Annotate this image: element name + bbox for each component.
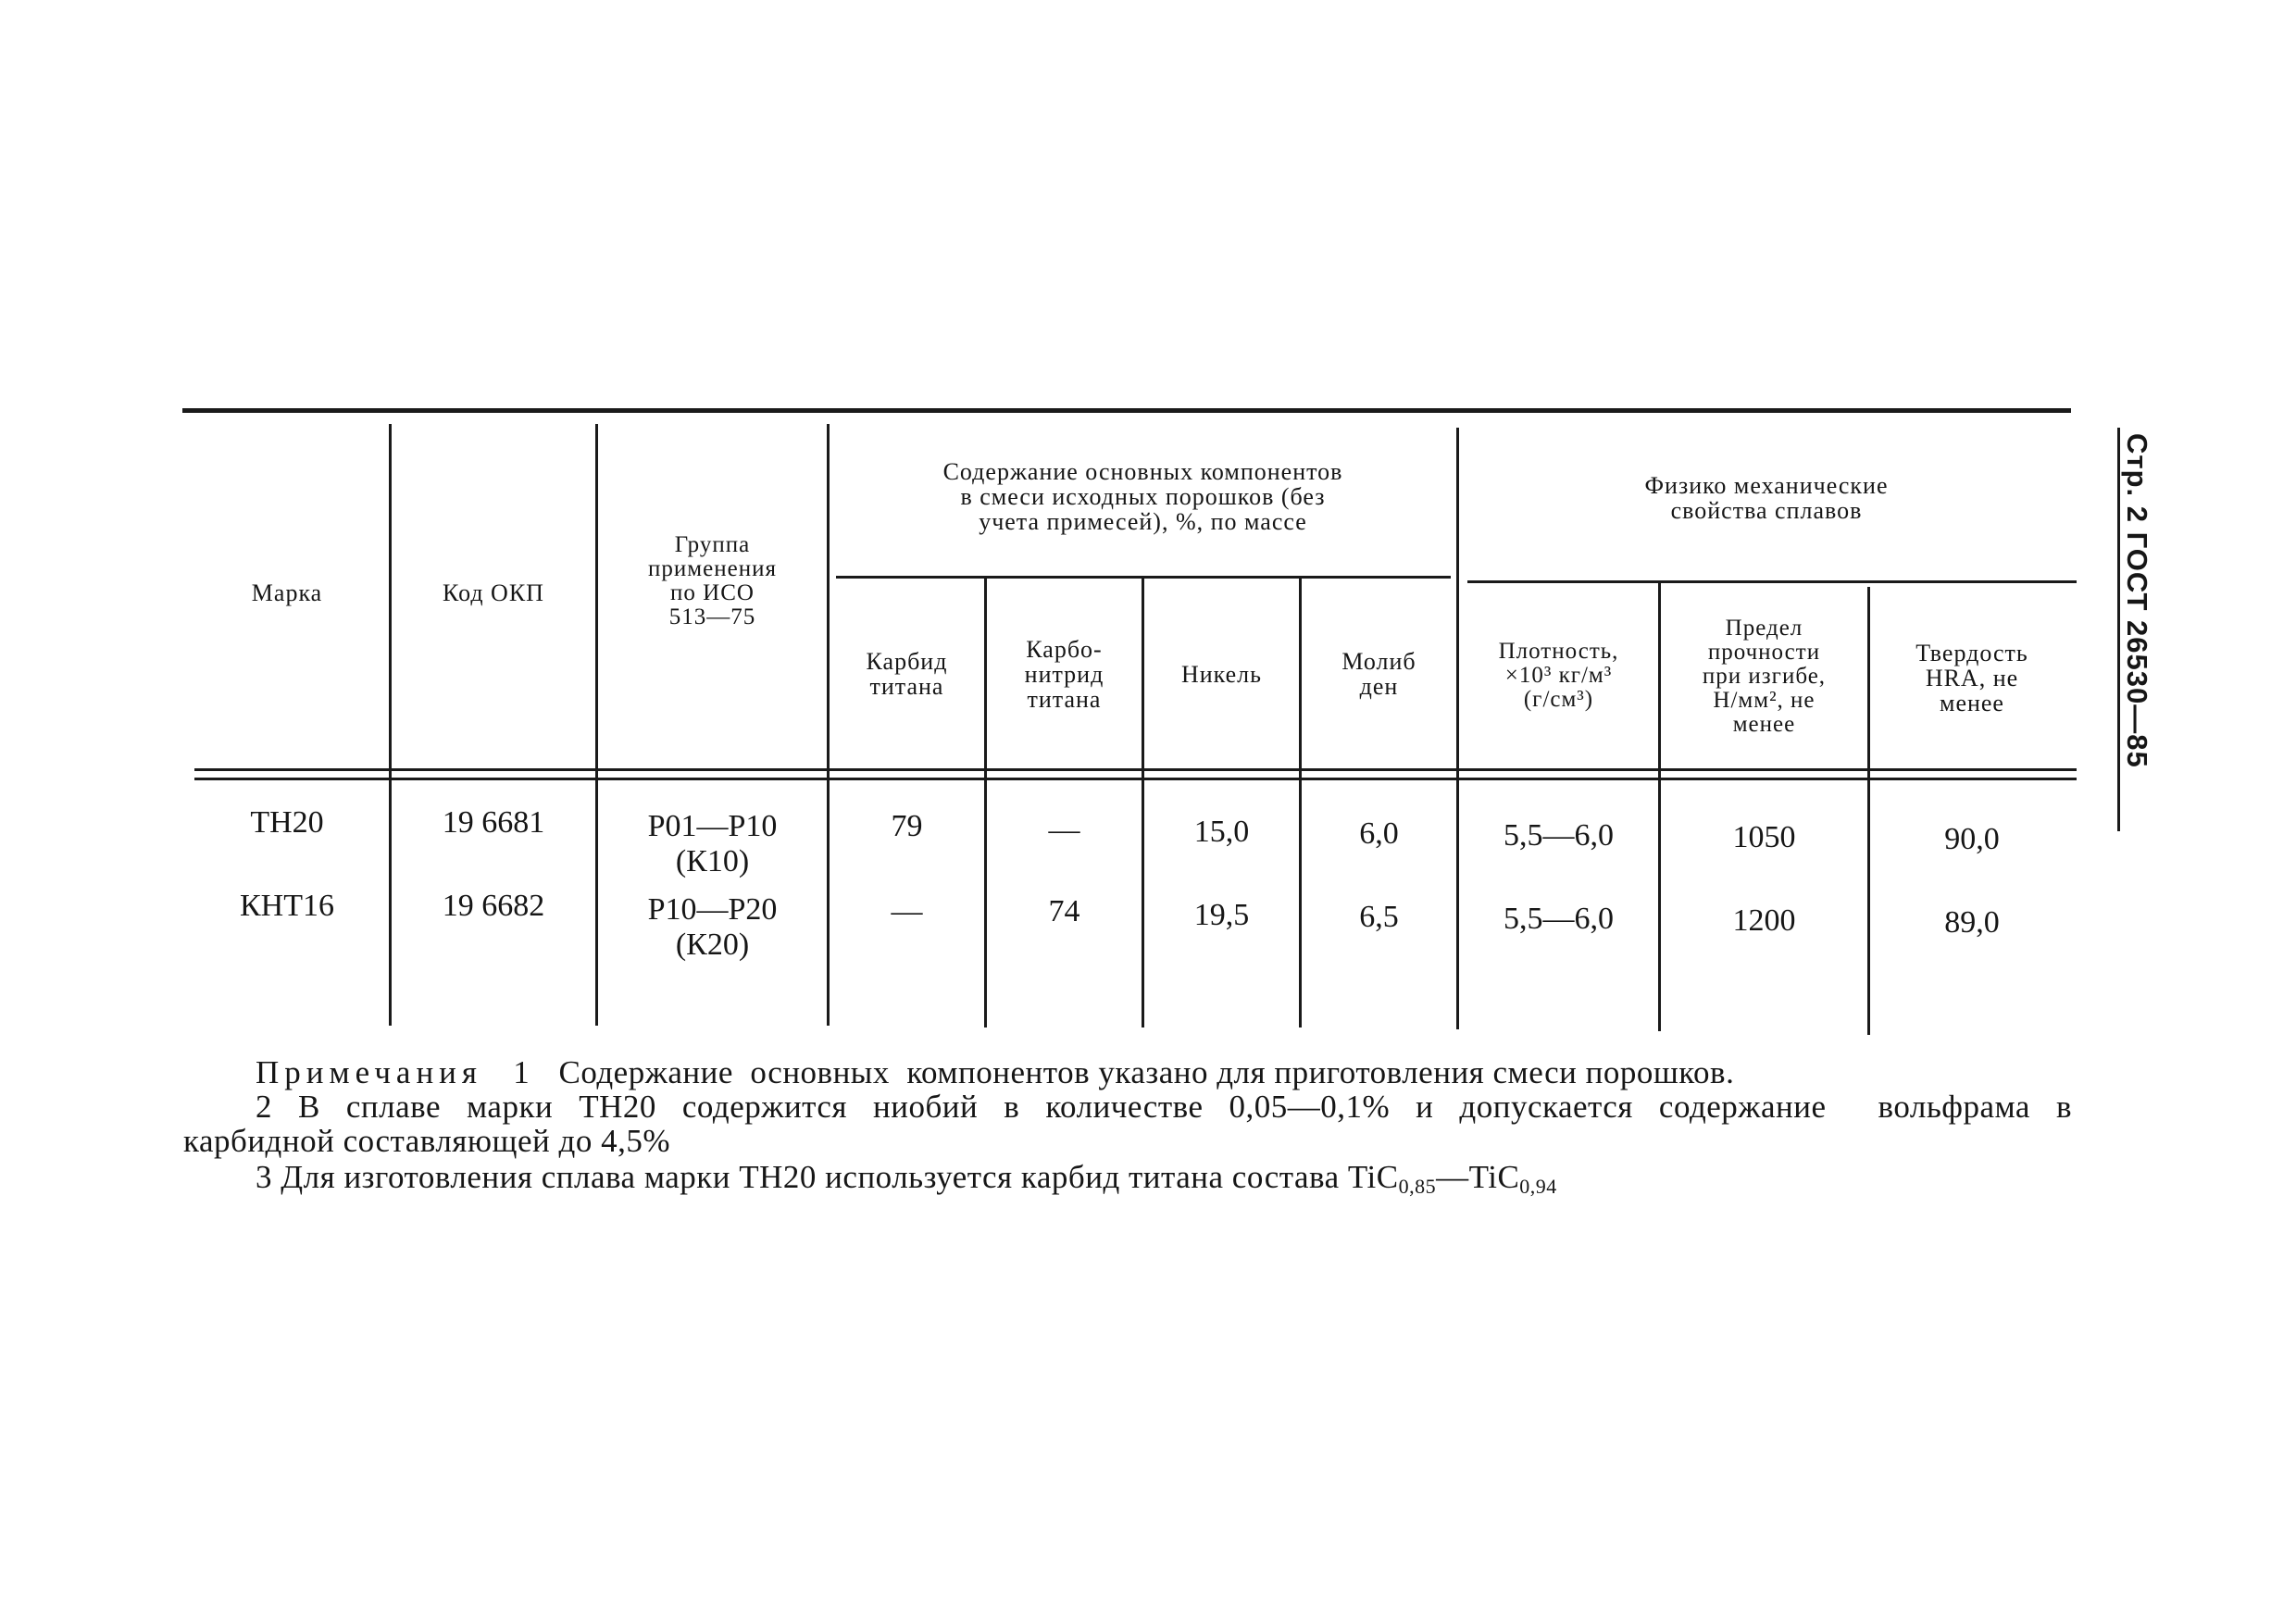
notes-heading: Примечания bbox=[256, 1054, 483, 1090]
row-1-mark: ТН20 bbox=[250, 805, 324, 840]
header-titanium-carbonitride: Карбо- нитрид титана bbox=[1024, 635, 1104, 713]
side-header-text: Стр. 2 ГОСТ 26530—85 bbox=[2121, 433, 2153, 768]
row-2-bending-strength: 1200 bbox=[1732, 903, 1796, 938]
note-1-number: 1 bbox=[513, 1054, 530, 1090]
row-1-nickel: 15,0 bbox=[1193, 815, 1250, 849]
header-iso-group: Группа применения по ИСО 513—75 bbox=[648, 532, 777, 629]
header-titanium-carbide: Карбид титана bbox=[866, 648, 948, 700]
row-1-titanium-carbonitride: — bbox=[1048, 813, 1080, 847]
formula-ticn-a-subscript: 0,85 bbox=[1398, 1175, 1437, 1198]
row-1-bending-strength: 1050 bbox=[1732, 820, 1796, 854]
row-2-molybdenum: 6,5 bbox=[1359, 900, 1399, 934]
header-bottom-rule-2 bbox=[194, 778, 2077, 780]
row-1-okp-code: 19 6681 bbox=[442, 805, 545, 840]
formula-ticn-b: TiC bbox=[1468, 1159, 1520, 1195]
row-2-titanium-carbide: — bbox=[891, 894, 923, 928]
note-2-line-1: 2 В сплаве марки ТН20 содержится ниобий в количестве 0,05—0,1% и допускается содержание вольфрама в bbox=[256, 1089, 2072, 1125]
row-2-density: 5,5—6,0 bbox=[1504, 902, 1614, 936]
note-1-text: Содержание основных компонентов указано для приготовления смеси порошков. bbox=[558, 1054, 1735, 1090]
formula-ticn-b-subscript: 0,94 bbox=[1519, 1175, 1557, 1198]
row-2-titanium-carbonitride: 74 bbox=[1048, 894, 1080, 928]
row-1-molybdenum: 6,0 bbox=[1359, 816, 1399, 851]
header-density: Плотность, ×10³ кг/м³ (г/см³) bbox=[1498, 639, 1619, 712]
formula-ticn-a: TiC bbox=[1347, 1159, 1399, 1195]
formula-dash: — bbox=[1436, 1159, 1469, 1195]
row-2-hardness: 89,0 bbox=[1944, 905, 2000, 940]
table-top-rule bbox=[182, 408, 2071, 413]
header-okp-code: Код ОКП bbox=[443, 579, 544, 606]
note-2-line-2: карбидной составляющей до 4,5% bbox=[183, 1123, 670, 1159]
row-2-okp-code: 19 6682 bbox=[442, 889, 545, 923]
row-2-nickel: 19,5 bbox=[1193, 898, 1250, 932]
row-1-hardness: 90,0 bbox=[1944, 822, 2000, 856]
header-properties: Физико механические свойства сплавов bbox=[1644, 472, 1889, 524]
header-bottom-rule-1 bbox=[194, 768, 2077, 771]
note-3-text: 3 Для изготовления сплава марки ТН20 используется карбид титана состава bbox=[256, 1159, 1348, 1195]
note-3 bbox=[256, 1160, 1557, 1203]
note-1 bbox=[256, 1055, 1734, 1090]
header-nickel: Никель bbox=[1180, 660, 1263, 688]
row-1-iso-group: Р01—Р10 (К10) bbox=[647, 809, 778, 878]
row-2-iso-group: Р10—Р20 (К20) bbox=[647, 892, 778, 962]
header-composition: Содержание основных компонентов в смеси исходных порошков (без учета примесей), %, по массе bbox=[942, 457, 1343, 535]
header-bending-strength: Предел прочности при изгибе, Н/мм², не менее bbox=[1702, 616, 1827, 737]
header-molybdenum: Молиб ден bbox=[1341, 648, 1416, 700]
row-1-titanium-carbide: 79 bbox=[891, 809, 923, 843]
header-mark: Марка bbox=[251, 579, 323, 606]
header-hardness: Твердость HRA, не менее bbox=[1915, 639, 2028, 716]
row-2-mark: КНТ16 bbox=[240, 889, 334, 923]
row-1-density: 5,5—6,0 bbox=[1504, 818, 1614, 853]
